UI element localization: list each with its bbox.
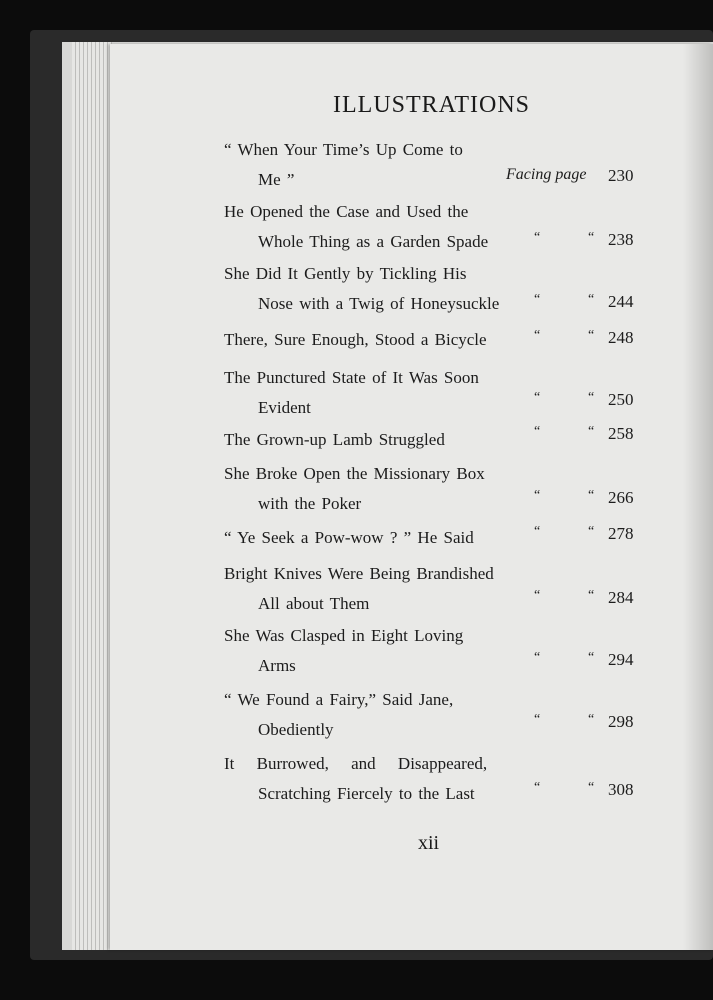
entry-title-line: The Punctured State of It Was Soon (224, 368, 479, 387)
entry-title-line: Me ” (258, 170, 295, 189)
ditto-mark: “ (534, 328, 541, 343)
entry-title-line: “ Ye Seek a Pow-wow ? ” He Said (224, 528, 474, 547)
page-number: 266 (608, 488, 634, 507)
ditto-mark: “ (534, 488, 541, 503)
page-number: 278 (608, 524, 634, 543)
ditto-mark: “ (588, 230, 595, 245)
ditto-mark: “ (588, 488, 595, 503)
entry-title-line: “ We Found a Fairy,” Said Jane, (224, 690, 454, 709)
entry-title-line: All about Them (258, 594, 370, 613)
ditto-mark: “ (588, 424, 595, 439)
page-folio: xii (418, 832, 440, 854)
ditto-mark: “ (588, 780, 595, 795)
ditto-mark: “ (534, 292, 541, 307)
ditto-mark: “ (534, 780, 541, 795)
entry-title-line: Arms (258, 656, 296, 675)
page-number: 284 (608, 588, 634, 607)
facing-page-label: Facing page (506, 166, 587, 183)
ditto-mark: “ (534, 524, 541, 539)
page-number: 244 (608, 292, 634, 311)
page-heading: ILLUSTRATIONS (333, 92, 530, 118)
page-number: 248 (608, 328, 634, 347)
page-number: 238 (608, 230, 634, 249)
page-number: 250 (608, 390, 634, 409)
entry-title-line: There, Sure Enough, Stood a Bicycle (224, 330, 487, 349)
ditto-mark: “ (534, 712, 541, 727)
ditto-mark: “ (534, 650, 541, 665)
ditto-mark: “ (534, 230, 541, 245)
ditto-mark: “ (588, 328, 595, 343)
entry-title-line: Whole Thing as a Garden Spade (258, 232, 489, 251)
entry-title-line: Evident (258, 398, 311, 417)
ditto-mark: “ (588, 524, 595, 539)
ditto-mark: “ (588, 292, 595, 307)
entry-title-line: He Opened the Case and Used the (224, 202, 469, 221)
ditto-mark: “ (588, 588, 595, 603)
gutter-shadow (683, 44, 713, 950)
page-number: 230 (608, 166, 634, 185)
entry-title-line: She Was Clasped in Eight Loving (224, 626, 464, 645)
ditto-mark: “ (534, 588, 541, 603)
entry-title-line: “ When Your Time’s Up Come to (224, 140, 463, 159)
ditto-mark: “ (534, 424, 541, 439)
entry-title-line: Nose with a Twig of Honeysuckle (258, 294, 500, 313)
ditto-mark: “ (588, 650, 595, 665)
entry-title-line: Bright Knives Were Being Brandished (224, 564, 494, 583)
entry-title-line: Scratching Fiercely to the Last (258, 784, 475, 803)
book-page (110, 44, 713, 950)
ditto-mark: “ (588, 712, 595, 727)
entry-title-line: She Broke Open the Missionary Box (224, 464, 485, 483)
entry-title-line: Obediently (258, 720, 334, 739)
ditto-mark: “ (588, 390, 595, 405)
entry-title-line: with the Poker (258, 494, 362, 513)
entry-title-line: She Did It Gently by Tickling His (224, 264, 467, 283)
entry-title-line: It Burrowed, and Disappeared, (224, 754, 488, 773)
page-number: 308 (608, 780, 634, 799)
page-number: 258 (608, 424, 634, 443)
page-number: 294 (608, 650, 634, 669)
page-number: 298 (608, 712, 634, 731)
ditto-mark: “ (534, 390, 541, 405)
entry-title-line: The Grown-up Lamb Struggled (224, 430, 445, 449)
